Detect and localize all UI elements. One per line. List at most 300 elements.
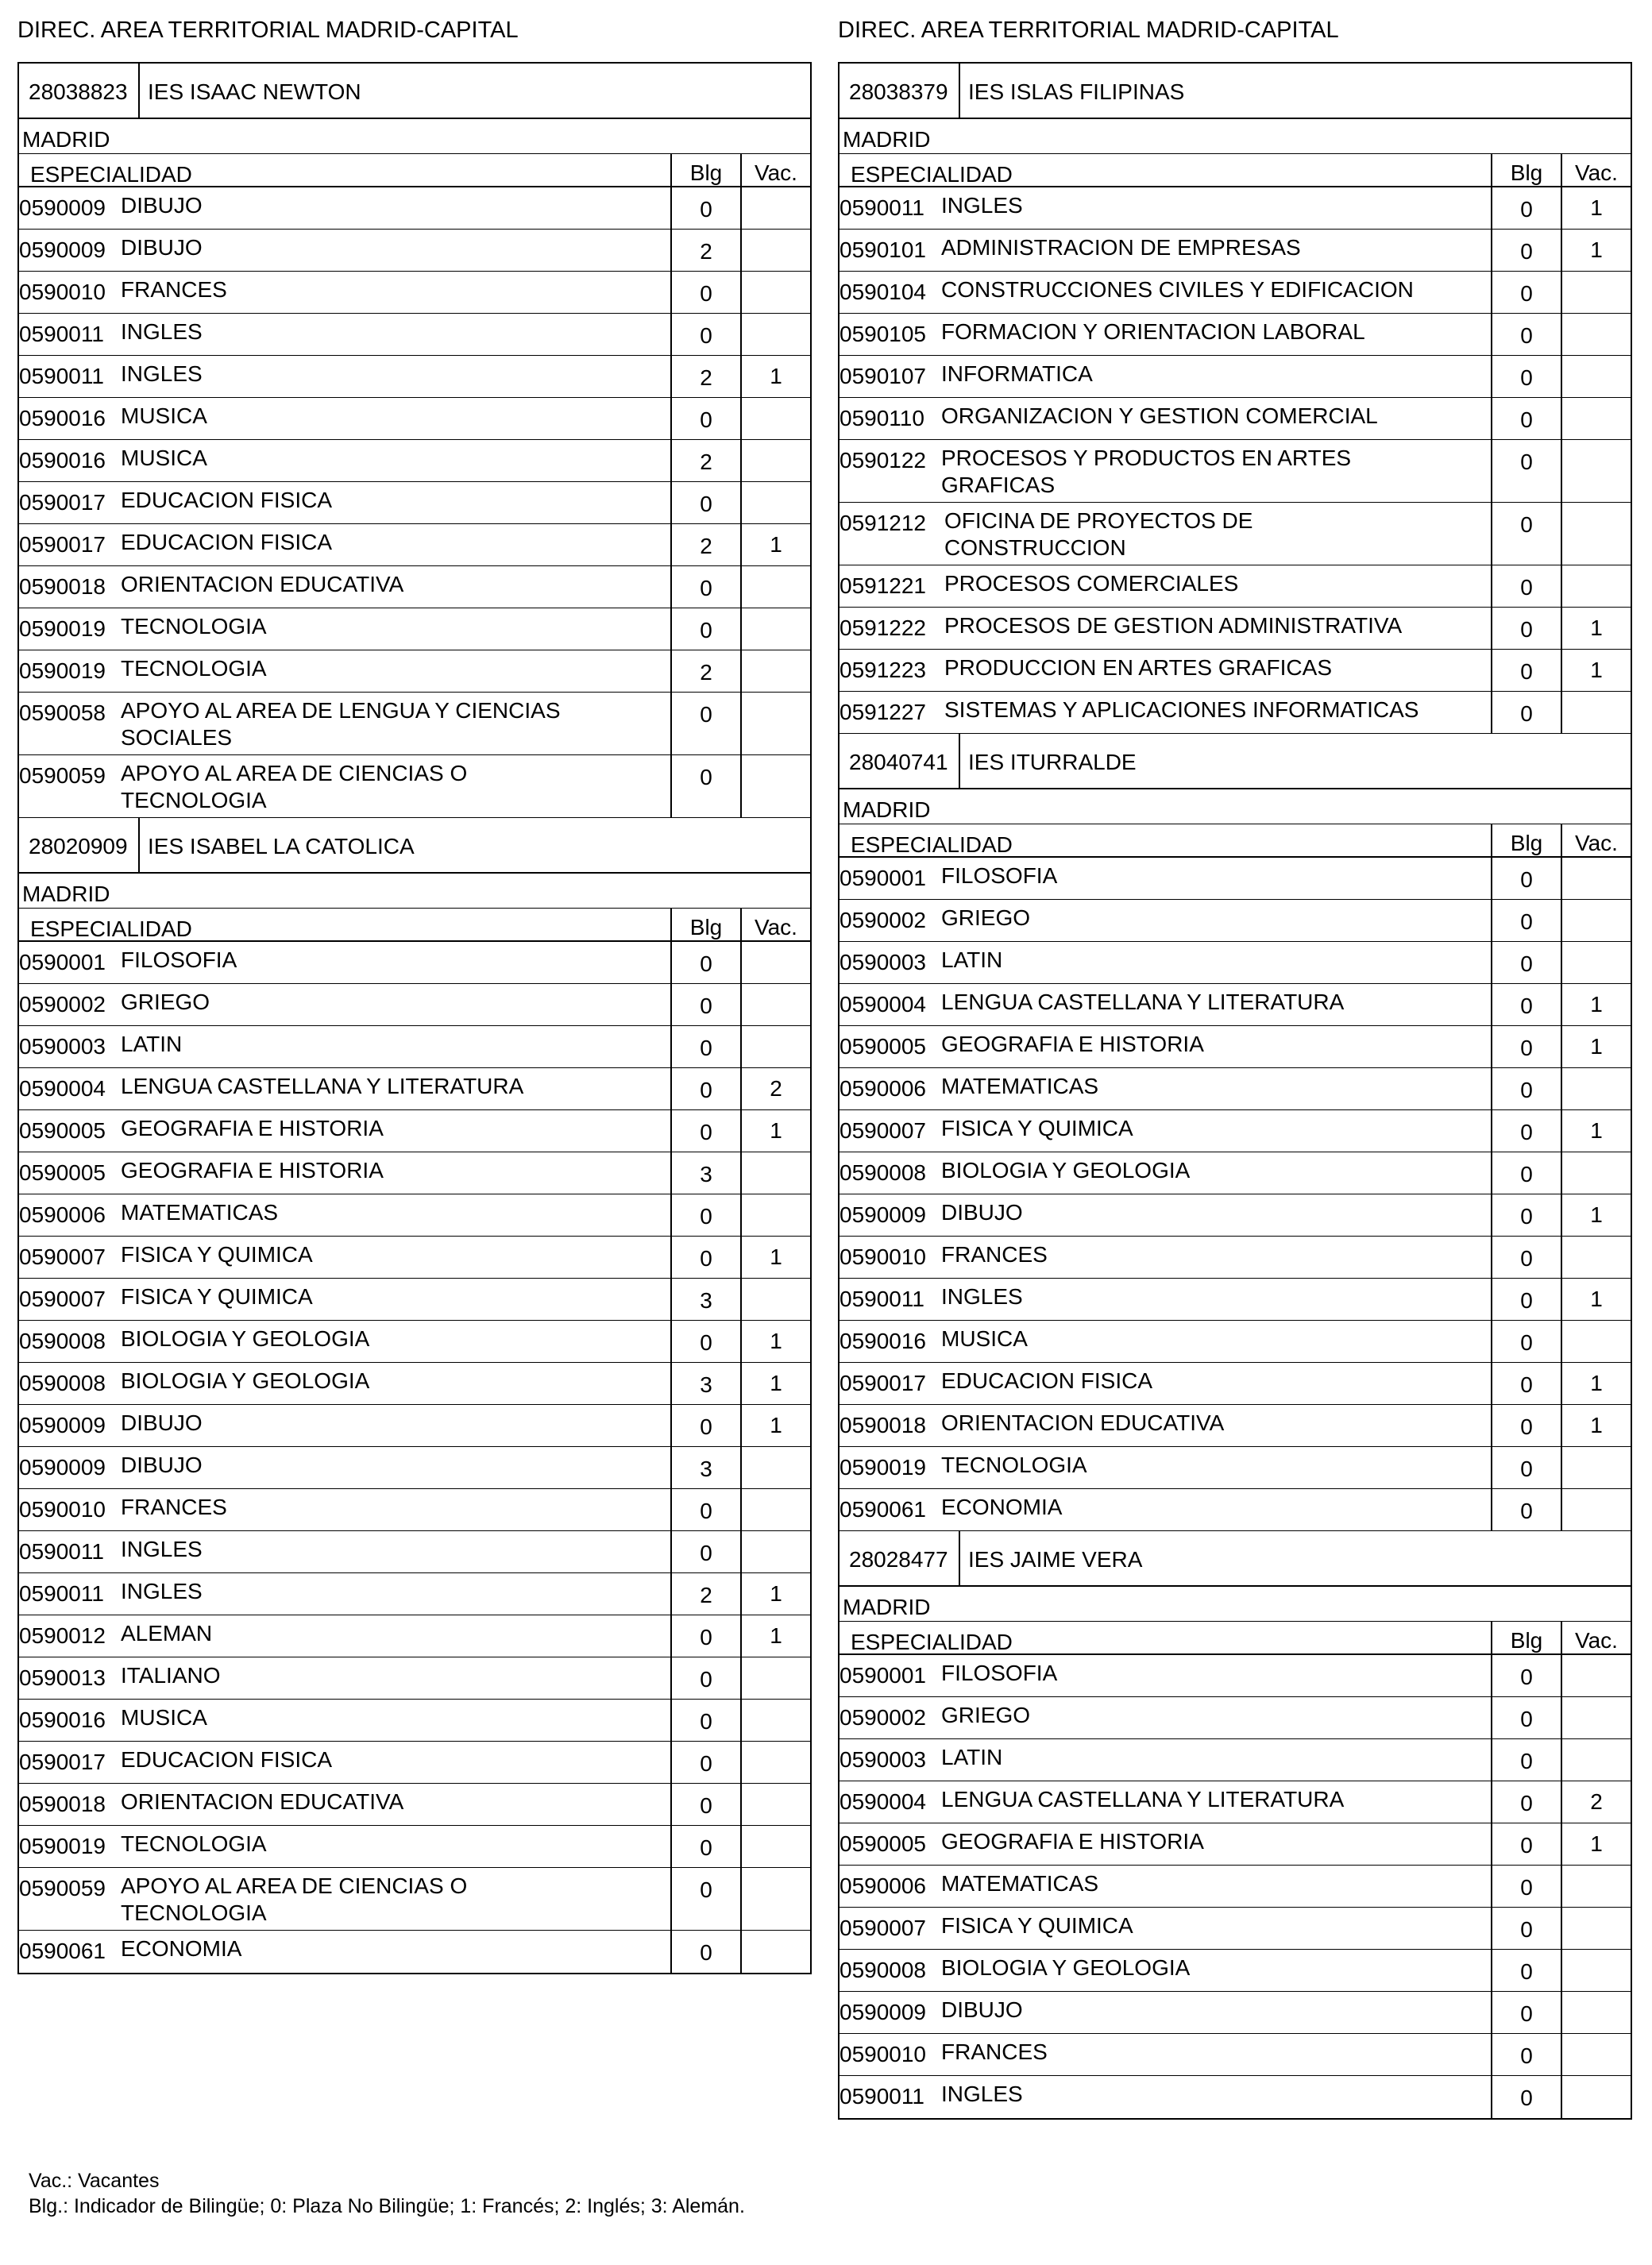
table-header [840,154,1631,187]
especialidad-code: 0590019 [19,658,106,683]
blg-cell: 0 [1491,2076,1561,2118]
table-row [19,650,810,693]
vac-cell: 1 [740,1110,810,1152]
blg-cell: 0 [1491,503,1561,565]
especialidad-desc [121,1788,666,1815]
table-row [840,1866,1631,1908]
especialidad-desc-line1: LATIN [121,1032,183,1056]
blg-cell: 0 [670,693,740,754]
school-header [840,734,1631,789]
especialidad-desc-line1: TECNOLOGIA [121,656,267,681]
especialidad-desc [941,947,1486,974]
especialidad-cell [840,1697,1491,1738]
table-row [840,1405,1631,1447]
especialidad-desc-line1: GEOGRAFIA E HISTORIA [941,1829,1204,1854]
especialidad-code: 0590016 [19,1707,106,1732]
especialidad-cell [840,1068,1491,1109]
especialidad-cell [840,1447,1491,1488]
especialidad-desc [941,1828,1486,1855]
especialidad-desc-line1: INGLES [121,1537,203,1561]
especialidad-code: 0590007 [19,1287,106,1311]
especialidad-code: 0590009 [19,237,106,262]
school-name: IES ISAAC NEWTON [148,79,361,104]
especialidad-desc-line1: INFORMATICA [941,361,1093,386]
especialidad-desc [941,361,1486,388]
especialidad-desc-line1: PRODUCCION EN ARTES GRAFICAS [944,655,1333,680]
especialidad-code: 0590016 [19,406,106,430]
especialidad-code: 0590058 [19,700,106,725]
especialidad-desc-line1: EDUCACION FISICA [121,488,333,512]
table-row [19,1826,810,1868]
table-row [840,650,1631,692]
especialidad-desc [121,1704,666,1731]
especialidad-desc-line2: CONSTRUCCION [944,535,1126,560]
especialidad-cell [19,984,670,1025]
especialidad-desc [941,1997,1486,2024]
col-blg: Blg [670,909,740,940]
blg-cell: 0 [670,187,740,229]
especialidad-desc [121,403,666,430]
blg-cell: 0 [1491,1866,1561,1907]
blg-cell: 0 [1491,608,1561,649]
table-row [19,1868,810,1931]
especialidad-cell [19,1573,670,1615]
especialidad-cell [840,1823,1491,1865]
especialidad-cell [840,1739,1491,1781]
vac-cell [740,650,810,692]
especialidad-code: 0590012 [19,1623,106,1648]
blg-cell: 0 [1491,272,1561,313]
especialidad-desc-line2: SOCIALES [121,725,233,750]
especialidad-desc-line1: DIBUJO [121,1453,203,1477]
vac-cell [1561,565,1631,607]
table-row [19,1784,810,1826]
especialidad-code: 0590002 [840,908,927,932]
especialidad-desc [941,1368,1486,1395]
vac-cell: 1 [740,1363,810,1404]
especialidad-desc-line1: APOYO AL AREA DE CIENCIAS O [121,761,468,785]
school-name: IES JAIME VERA [968,1547,1143,1572]
especialidad-code: 0590018 [840,1413,927,1437]
especialidad-desc-line1: GRIEGO [941,905,1031,930]
school-name: IES ITURRALDE [968,750,1137,774]
especialidad-code: 0590008 [19,1329,106,1353]
especialidad-code: 0590013 [19,1665,106,1690]
blg-cell: 0 [1491,1781,1561,1823]
blg-cell: 0 [670,1615,740,1657]
especialidad-desc-line1: EDUCACION FISICA [121,530,333,554]
especialidad-cell [19,440,670,481]
vac-cell: 1 [740,1321,810,1362]
blg-cell: 0 [1491,1363,1561,1404]
especialidad-cell [19,566,670,608]
vac-cell [740,314,810,355]
especialidad-code: 0590008 [19,1371,106,1395]
especialidad-desc [121,1831,666,1858]
especialidad-desc-line1: FISICA Y QUIMICA [941,1116,1133,1140]
school-header [840,1531,1631,1587]
vac-cell [1561,1697,1631,1738]
especialidad-cell [19,524,670,565]
especialidad-desc-line1: FILOSOFIA [121,947,237,972]
vac-cell [1561,1447,1631,1488]
especialidad-cell [840,1489,1491,1530]
especialidad-desc [121,1578,666,1605]
especialidad-desc-line1: INGLES [941,1284,1023,1309]
vac-cell: 1 [1561,1194,1631,1236]
vac-cell [740,272,810,313]
especialidad-desc-line1: INGLES [121,361,203,386]
especialidad-code: 0590011 [840,2084,924,2109]
blg-cell: 2 [670,230,740,271]
especialidad-cell [19,1868,670,1930]
especialidad-code: 0590017 [19,1750,106,1774]
especialidad-desc [941,192,1486,219]
blg-cell: 0 [1491,1655,1561,1696]
table-row [840,858,1631,900]
especialidad-code: 0590009 [19,195,106,220]
especialidad-cell [19,1784,670,1825]
table-row [19,1194,810,1237]
blg-cell: 0 [670,314,740,355]
especialidad-desc [121,697,666,751]
especialidad-cell [19,1405,670,1446]
especialidad-desc-line1: PROCESOS DE GESTION ADMINISTRATIVA [944,613,1403,638]
especialidad-desc [941,1660,1486,1687]
especialidad-desc-line1: LATIN [941,1745,1003,1769]
vac-cell [740,230,810,271]
especialidad-desc-line2: TECNOLOGIA [121,788,267,812]
especialidad-desc [121,613,666,640]
blg-cell: 2 [670,440,740,481]
blg-cell: 0 [670,755,740,817]
blg-cell: 0 [670,608,740,650]
especialidad-desc [944,612,1486,639]
especialidad-desc [121,487,666,514]
table-row [840,2034,1631,2076]
especialidad-cell [19,230,670,271]
school-header [840,64,1631,119]
table-row [840,1908,1631,1950]
blg-cell: 0 [670,1531,740,1572]
table-row [19,1026,810,1068]
blg-cell: 0 [1491,1823,1561,1865]
vac-cell: 2 [740,1068,810,1109]
col-blg: Blg [1491,1622,1561,1653]
especialidad-desc [941,1744,1486,1771]
especialidad-desc-line1: GEOGRAFIA E HISTORIA [121,1158,384,1183]
especialidad-desc [121,1662,666,1689]
table-row [19,1237,810,1279]
table-row [19,1279,810,1321]
especialidad-desc [941,1702,1486,1729]
especialidad-desc-line1: TECNOLOGIA [121,1831,267,1856]
especialidad-desc [941,1452,1486,1479]
especialidad-cell [19,1700,670,1741]
especialidad-desc-line1: ITALIANO [121,1663,221,1688]
table-row [19,1657,810,1700]
especialidad-desc-line1: DIBUJO [121,235,203,260]
especialidad-desc-line1: LENGUA CASTELLANA Y LITERATURA [941,1787,1345,1812]
especialidad-desc-line1: FILOSOFIA [941,863,1058,888]
especialidad-desc-line1: MATEMATICAS [941,1074,1099,1098]
especialidad-desc-line1: DIBUJO [121,1410,203,1435]
especialidad-desc [121,760,666,814]
vac-cell [740,482,810,523]
especialidad-desc-line2: GRAFICAS [941,473,1056,497]
especialidad-desc [121,1157,666,1184]
table-row [19,230,810,272]
especialidad-desc [944,654,1486,681]
especialidad-code: 0590011 [840,1287,924,1311]
especialidad-cell [19,1931,670,1973]
table-row [19,1068,810,1110]
vac-cell: 1 [740,1237,810,1278]
vac-cell [1561,692,1631,733]
especialidad-desc [121,529,666,556]
especialidad-code: 0590009 [840,2000,927,2024]
especialidad-desc-line2: TECNOLOGIA [121,1900,267,1925]
blg-cell: 0 [1491,692,1561,733]
especialidad-desc [941,2081,1486,2108]
col-blg: Blg [670,154,740,186]
especialidad-desc [941,1031,1486,1058]
especialidad-desc [941,1115,1486,1142]
school-code: 28028477 [840,1531,960,1585]
blg-cell: 3 [670,1279,740,1320]
especialidad-desc-line1: BIOLOGIA Y GEOLOGIA [941,1955,1191,1980]
especialidad-cell [19,755,670,817]
especialidad-desc-line1: FORMACION Y ORIENTACION LABORAL [941,319,1365,344]
especialidad-code: 0590008 [840,1160,927,1185]
blg-cell: 0 [1491,1279,1561,1320]
especialidad-cell [19,1110,670,1152]
especialidad-code: 0590018 [19,1792,106,1816]
blg-cell: 0 [1491,187,1561,229]
especialidad-cell [19,1026,670,1067]
especialidad-cell [19,1363,670,1404]
especialidad-desc-line1: TECNOLOGIA [121,614,267,639]
especialidad-desc-line1: ALEMAN [121,1621,213,1646]
table-row [19,524,810,566]
table-row [840,272,1631,314]
blg-cell: 0 [1491,314,1561,355]
especialidad-cell [840,984,1491,1025]
especialidad-desc [121,445,666,472]
especialidad-cell [840,900,1491,941]
especialidad-cell [840,1237,1491,1278]
especialidad-desc-line1: FRANCES [941,1242,1048,1267]
vac-cell [1561,1908,1631,1949]
blg-cell: 0 [670,1868,740,1930]
especialidad-desc [941,1199,1486,1226]
especialidad-cell [19,1068,670,1109]
especialidad-desc-line1: FRANCES [121,277,227,302]
especialidad-desc-line1: ADMINISTRACION DE EMPRESAS [941,235,1301,260]
vac-cell [740,984,810,1025]
blg-cell: 2 [670,1573,740,1615]
especialidad-cell [840,1152,1491,1194]
especialidad-code: 0590011 [840,195,924,220]
especialidad-desc [941,1912,1486,1939]
especialidad-cell [840,608,1491,649]
table-row [840,942,1631,984]
especialidad-desc [121,1031,666,1058]
especialidad-code: 0590104 [840,280,927,304]
table-row [19,1573,810,1615]
school-name: IES ISLAS FILIPINAS [968,79,1185,104]
blg-cell: 0 [670,1237,740,1278]
right-table [838,62,1632,2120]
especialidad-code: 0590001 [840,866,927,890]
vac-cell [1561,900,1631,941]
table-row [840,440,1631,503]
especialidad-code: 0591212 [840,511,927,535]
vac-cell [740,398,810,439]
especialidad-cell [840,565,1491,607]
vac-cell: 1 [740,524,810,565]
blg-cell: 0 [670,1321,740,1362]
especialidad-code: 0590004 [840,992,927,1017]
especialidad-code: 0590061 [19,1939,106,1963]
vac-cell [1561,272,1631,313]
blg-cell: 0 [1491,1489,1561,1530]
especialidad-desc [121,234,666,261]
table-row [840,1152,1631,1194]
especialidad-desc-line1: EDUCACION FISICA [121,1747,333,1772]
vac-cell [1561,398,1631,439]
especialidad-code: 0590016 [840,1329,927,1353]
col-blg: Blg [1491,824,1561,856]
table-row [840,503,1631,565]
especialidad-desc [121,989,666,1016]
blg-cell: 0 [1491,858,1561,899]
blg-cell: 0 [1491,2034,1561,2075]
table-row [19,1931,810,1973]
especialidad-desc [941,1786,1486,1813]
vac-cell [740,1447,810,1488]
blg-cell: 0 [1491,1405,1561,1446]
table-row [840,984,1631,1026]
especialidad-desc-line1: EDUCACION FISICA [941,1368,1153,1393]
vac-cell [1561,1321,1631,1362]
blg-cell: 0 [1491,650,1561,691]
especialidad-cell [19,272,670,313]
blg-cell: 0 [1491,356,1561,397]
school-code: 28040741 [840,734,960,788]
table-row [840,1950,1631,1992]
especialidad-code: 0590009 [19,1413,106,1437]
especialidad-cell [840,440,1491,502]
table-row [19,440,810,482]
especialidad-code: 0590018 [19,574,106,599]
especialidad-desc-line1: BIOLOGIA Y GEOLOGIA [121,1326,370,1351]
especialidad-cell [840,272,1491,313]
vac-cell [740,1026,810,1067]
especialidad-code: 0590001 [840,1663,927,1688]
especialidad-code: 0590004 [19,1076,106,1101]
especialidad-desc-line1: ORGANIZACION Y GESTION COMERCIAL [941,403,1378,428]
table-row [19,1489,810,1531]
table-row [19,755,810,818]
especialidad-desc-line1: FISICA Y QUIMICA [121,1242,313,1267]
table-row [840,2076,1631,2118]
vac-cell [1561,503,1631,565]
especialidad-desc [121,1536,666,1563]
vac-cell [740,1742,810,1783]
vac-cell: 1 [740,1573,810,1615]
table-row [840,1781,1631,1823]
table-row [840,1447,1631,1489]
vac-cell [1561,1739,1631,1781]
school-header [19,64,810,119]
especialidad-cell [840,1655,1491,1696]
especialidad-cell [840,1950,1491,1991]
especialidad-cell [19,187,670,229]
especialidad-code: 0590105 [840,322,927,346]
table-row [840,1068,1631,1110]
especialidad-desc [121,1452,666,1479]
especialidad-desc [941,1283,1486,1310]
especialidad-cell [19,1279,670,1320]
blg-cell: 0 [670,1784,740,1825]
especialidad-desc-line1: LATIN [941,947,1003,972]
especialidad-code: 0590003 [19,1034,106,1059]
blg-cell: 0 [670,398,740,439]
especialidad-code: 0590005 [840,1034,927,1059]
blg-cell: 0 [1491,1950,1561,1991]
blg-cell: 0 [670,1405,740,1446]
blg-cell: 2 [670,650,740,692]
school-city: MADRID [19,119,810,154]
table-row [840,1194,1631,1237]
table-row [840,1697,1631,1739]
table-row [19,1531,810,1573]
especialidad-cell [19,650,670,692]
especialidad-cell [840,1026,1491,1067]
vac-cell [1561,314,1631,355]
blg-cell: 0 [670,1931,740,1973]
especialidad-desc [941,1241,1486,1268]
vac-cell: 1 [1561,984,1631,1025]
especialidad-code: 0590110 [840,406,924,430]
table-row [19,942,810,984]
especialidad-desc [121,1199,666,1226]
blg-cell: 0 [670,482,740,523]
especialidad-code: 0590005 [840,1831,927,1856]
school-code: 28038379 [840,64,960,118]
especialidad-cell [19,1615,670,1657]
especialidad-code: 0590107 [840,364,927,388]
especialidad-desc [121,1494,666,1521]
especialidad-cell [840,1908,1491,1949]
especialidad-code: 0590007 [840,1916,927,1940]
table-row [840,1321,1631,1363]
blg-cell: 2 [670,524,740,565]
table-row [840,608,1631,650]
especialidad-code: 0590017 [19,532,106,557]
especialidad-desc [941,1954,1486,1981]
vac-cell [740,1784,810,1825]
especialidad-code: 0590101 [840,237,927,262]
table-row [840,1237,1631,1279]
vac-cell: 1 [1561,1363,1631,1404]
vac-cell: 1 [1561,187,1631,229]
especialidad-cell [19,1489,670,1530]
especialidad-code: 0590011 [19,364,104,388]
especialidad-desc [121,1935,666,1962]
especialidad-code: 0590007 [840,1118,927,1143]
